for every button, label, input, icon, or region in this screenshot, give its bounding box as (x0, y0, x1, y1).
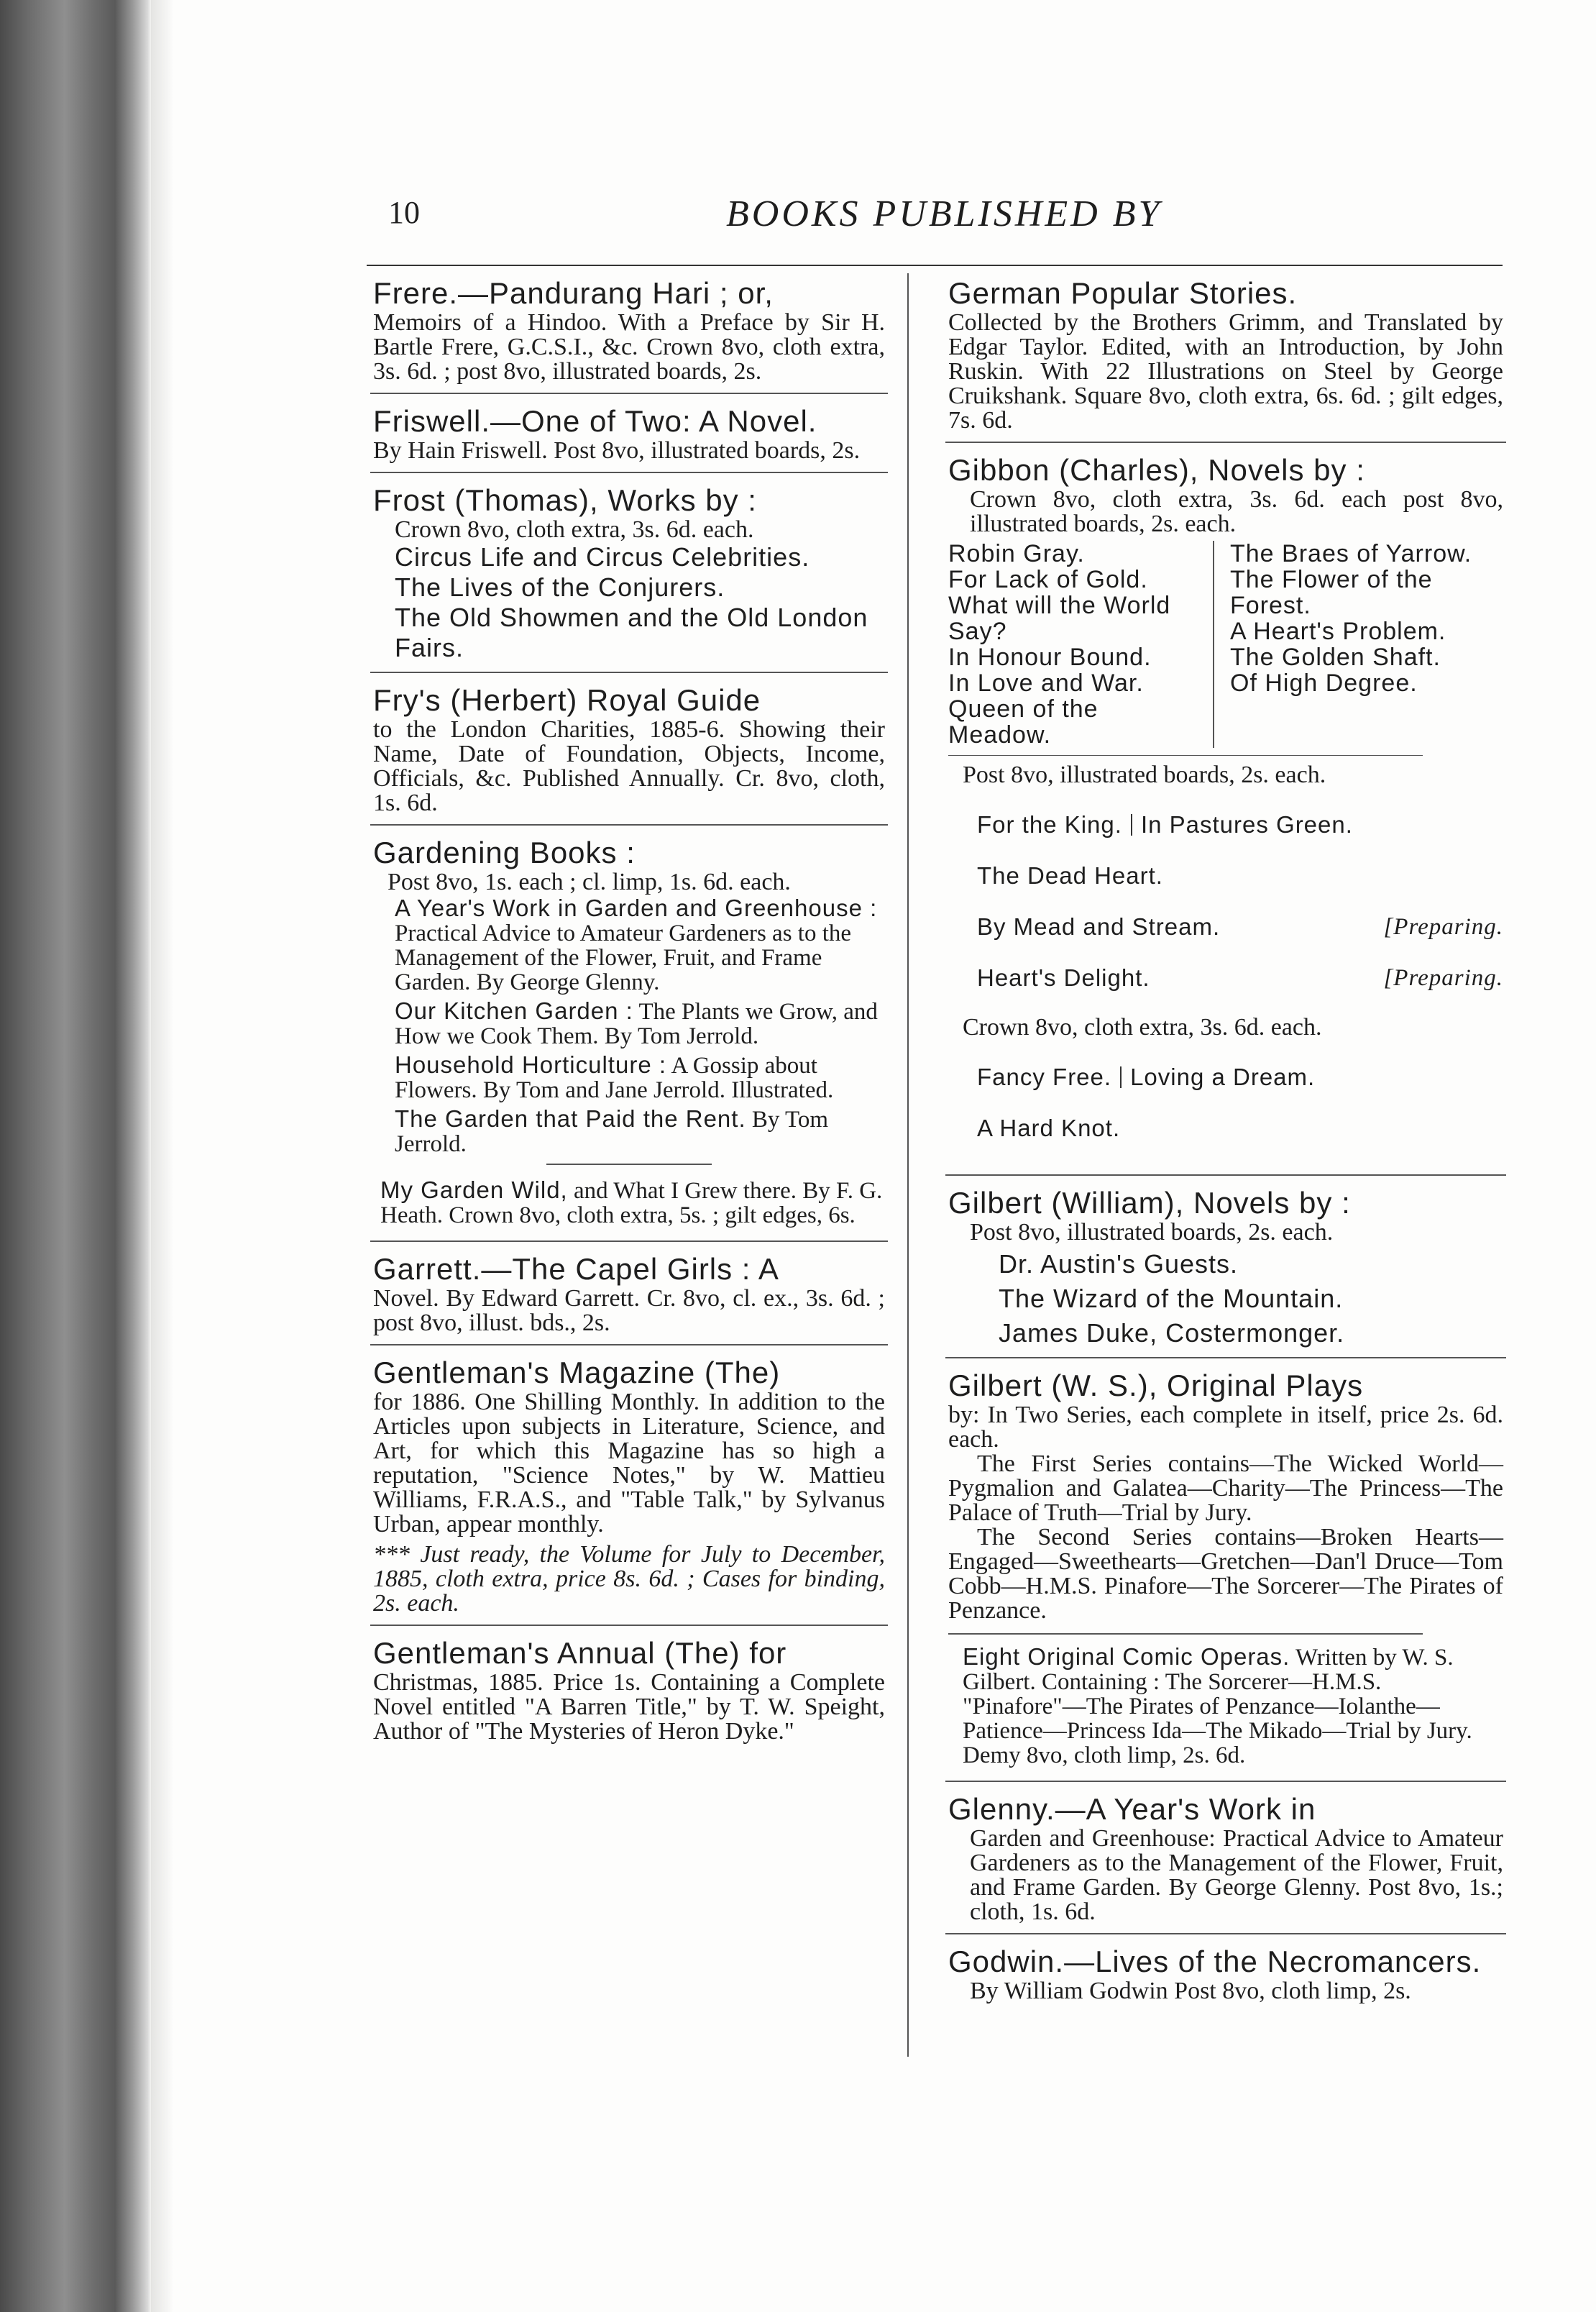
list-item: Queen of the Meadow. (948, 695, 1099, 749)
entry-heading: Frere.—Pandurang Hari ; or, (373, 276, 774, 310)
entry-price-line: Post 8vo, illustrated boards, 2s. each. (963, 762, 1326, 788)
novel-list-col2 (1214, 541, 1503, 748)
list-item: The Dead Heart. (977, 862, 1163, 889)
list-item: For Lack of Gold. (948, 566, 1148, 593)
entry-gilbert-william (945, 1176, 1506, 1358)
list-item: The Braes of Yarrow. (1230, 540, 1472, 567)
entry-glenny (945, 1782, 1506, 1934)
preparing-note: [Preparing. (1383, 914, 1503, 940)
entry-body: Collected by the Brothers Grimm, and Translated by Edgar Taylor. Edited, with an Introduction, by John Ruskin. With 22 Illustrations on Steel by George Cruikshank. Square 8vo, cloth extra, 6s. 6d. ; gilt edges, 7s. 6d. (948, 309, 1503, 434)
entry-body: by: In Two Series, each complete in itself, price 2s. 6d. each. (948, 1402, 1503, 1453)
list-item: A Heart's Problem. (1230, 618, 1446, 645)
entry-price-line: Crown 8vo, cloth extra, 3s. 6d. each. (963, 1014, 1322, 1041)
entry-heading: Garrett.—The Capel Girls : A (373, 1252, 779, 1286)
paired-titles (977, 913, 1503, 941)
entry-body: By Hain Friswell. Post 8vo, illustrated boards, 2s. (373, 437, 861, 464)
entry-body: The Second Series contains—Broken Hearts—Engaged—Sweethearts—Gretchen—Dan'l Druce—Tom Cobb—H.M.S. Pinafore—The Sorcerer—The Pirates of Penzance. (948, 1524, 1503, 1624)
item-title: The Garden that Paid the Rent. (395, 1105, 746, 1132)
right-column (945, 266, 1506, 2012)
page-edge (151, 0, 173, 2312)
entry-heading: Gentleman's Magazine (The) (373, 1356, 781, 1389)
page-number: 10 (388, 195, 420, 230)
entry-gilbert-ws (945, 1358, 1506, 1782)
list-item (963, 1645, 1503, 1768)
entry-fry (370, 673, 888, 826)
item-text: By Tom Jerrold. (395, 1107, 829, 1157)
entry-heading: Frost (Thomas), Works by : (373, 483, 757, 517)
list-item (380, 1178, 885, 1228)
entry-body: Christmas, 1885. Price 1s. Containing a Complete Novel entitled "A Barren Title," by T. W. Speight, Author of "The Mysteries of Heron Dyke." (373, 1669, 885, 1745)
list-item: The Golden Shaft. (1230, 644, 1441, 671)
entry-heading: Fry's (Herbert) Royal Guide (373, 683, 761, 717)
novel-list-col1 (948, 541, 1214, 748)
list-item (395, 896, 885, 995)
entry-heading: Gibbon (Charles), Novels by : (948, 453, 1365, 487)
item-title: My Garden Wild, (380, 1176, 568, 1203)
list-item: Dr. Austin's Guests. (999, 1249, 1238, 1279)
running-title: BOOKS PUBLISHED BY (726, 193, 1162, 234)
paired-titles (977, 811, 1503, 839)
page-header (388, 194, 1495, 245)
entry-price-line: Post 8vo, 1s. each ; cl. limp, 1s. 6d. each. (387, 869, 791, 895)
item-text: and What I Grew there. By F. G. Heath. Crown 8vo, cloth extra, 5s. ; gilt edges, 6s. (380, 1178, 883, 1228)
short-rule (948, 1633, 1423, 1635)
list-item: James Duke, Costermonger. (999, 1318, 1345, 1348)
list-item: In Pastures Green. (1140, 811, 1353, 838)
divider-bar (1120, 1066, 1122, 1088)
entry-heading: Godwin.—Lives of the Necromancers. (948, 1945, 1482, 1978)
item-text: Written by W. S. Gilbert. Containing : The Sorcerer—H.M.S. "Pinafore"—The Pirates of Penzance—Iolanthe—Patience—Princess Ida—The Mikado—Trial by Jury. Demy 8vo, cloth limp, 2s. 6d. (963, 1645, 1472, 1768)
list-item: In Honour Bound. (948, 644, 1152, 671)
list-item: Fancy Free. (977, 1064, 1112, 1090)
column-divider (907, 273, 909, 2057)
item-text: The Plants we Grow, and How we Cook Them. By Tom Jerrold. (395, 999, 878, 1049)
novel-list (948, 541, 1503, 748)
entry-heading: German Popular Stories. (948, 276, 1298, 310)
list-item: The Lives of the Conjurers. (395, 572, 725, 602)
short-rule (546, 1164, 712, 1165)
entry-frere (370, 266, 888, 394)
entry-heading: Gentleman's Annual (The) for (373, 1636, 787, 1670)
list-item: Of High Degree. (1230, 670, 1418, 697)
entry-gentlemans-annual (370, 1626, 888, 1753)
entry-godwin (945, 1934, 1506, 2012)
entry-body: Memoirs of a Hindoo. With a Preface by Sir H. Bartle Frere, G.C.S.I., &c. Crown 8vo, cloth extra, 3s. 6d. ; post 8vo, illustrated boards, 2s. (373, 309, 885, 385)
entry-heading: Glenny.—A Year's Work in (948, 1792, 1316, 1826)
list-item: The Wizard of the Mountain. (999, 1284, 1344, 1313)
list-item (395, 1053, 885, 1102)
entry-gibbon (945, 443, 1506, 1176)
entry-garrett (370, 1242, 888, 1345)
left-column (370, 266, 888, 1753)
entry-price-line: Crown 8vo, cloth extra, 3s. 6d. each. (395, 516, 754, 543)
list-item (395, 999, 885, 1048)
entry-body: By William Godwin Post 8vo, cloth limp, 2s. (970, 1978, 1411, 2004)
item-title: Eight Original Comic Operas. (963, 1643, 1290, 1670)
divider-bar (1131, 814, 1132, 836)
list-item: A Hard Knot. (977, 1115, 1121, 1141)
list-item: What will the World Say? (948, 592, 1171, 645)
list-item: Loving a Dream. (1130, 1064, 1316, 1090)
entry-heading: Gilbert (W. S.), Original Plays (948, 1369, 1364, 1402)
entry-heading: Gilbert (William), Novels by : (948, 1186, 1351, 1220)
list-item: Heart's Delight. (977, 964, 1150, 991)
preparing-note: [Preparing. (1383, 965, 1503, 991)
list-item (395, 1107, 885, 1156)
list-item: For the King. (977, 811, 1122, 838)
entry-note: *** Just ready, the Volume for July to December, 1885, cloth extra, price 8s. 6d. ; Cases for binding, 2s. each. (373, 1541, 885, 1617)
entry-heading: Friswell.—One of Two: A Novel. (373, 404, 817, 438)
list-item: Robin Gray. (948, 540, 1085, 567)
book-spine (0, 0, 151, 2312)
entry-body: for 1886. One Shilling Monthly. In addition to the Articles upon subjects in Literature, Science, and Art, for which this Magazine has so high a reputation, "Science Notes," by W. Mattieu Williams, F.R.A.S., and "Table Talk," by Sylvanus Urban, appear monthly. (373, 1389, 885, 1537)
item-text: A Gossip about Flowers. By Tom and Jane Jerrold. Illustrated. (395, 1053, 834, 1103)
entry-body: to the London Charities, 1885-6. Showing their Name, Date of Foundation, Objects, Income, Officials, &c. Published Annually. Cr. 8vo, cloth, 1s. 6d. (373, 716, 885, 816)
list-item: The Flower of the Forest. (1230, 566, 1433, 619)
item-title: A Year's Work in Garden and Greenhouse : (395, 895, 878, 921)
entry-german (945, 266, 1506, 443)
entry-frost (370, 473, 888, 673)
entry-gentlemans-magazine (370, 1345, 888, 1626)
list-item: By Mead and Stream. (977, 913, 1221, 940)
entry-gardening (370, 826, 888, 1242)
entry-friswell (370, 394, 888, 473)
entry-body: The First Series contains—The Wicked World—Pygmalion and Galatea—Charity—The Princess—The Palace of Truth—Trial by Jury. (948, 1450, 1503, 1526)
entry-heading: Gardening Books : (373, 836, 636, 869)
entry-body: Garden and Greenhouse: Practical Advice to Amateur Gardeners as to the Management of the Flower, Fruit, and Frame Garden. By George Glenny. Post 8vo, 1s.; cloth, 1s. 6d. (970, 1825, 1503, 1925)
paired-titles (977, 1064, 1503, 1091)
short-rule (948, 755, 1423, 756)
paired-titles (977, 964, 1503, 992)
item-text: Practical Advice to Amateur Gardeners as to the Management of the Flower, Fruit, and Frame Garden. By George Glenny. (395, 920, 852, 995)
item-title: Our Kitchen Garden : (395, 997, 633, 1024)
entry-body: Novel. By Edward Garrett. Cr. 8vo, cl. ex., 3s. 6d. ; post 8vo, illust. bds., 2s. (373, 1285, 885, 1336)
item-title: Household Horticulture : (395, 1051, 667, 1078)
list-item: The Old Showmen and the Old London Fairs. (395, 603, 868, 662)
list-item: Circus Life and Circus Celebrities. (395, 542, 810, 572)
list-item: In Love and War. (948, 670, 1144, 697)
entry-price-line: Crown 8vo, cloth extra, 3s. 6d. each post 8vo, illustrated boards, 2s. each. (970, 486, 1503, 537)
entry-price-line: Post 8vo, illustrated boards, 2s. each. (970, 1219, 1334, 1246)
